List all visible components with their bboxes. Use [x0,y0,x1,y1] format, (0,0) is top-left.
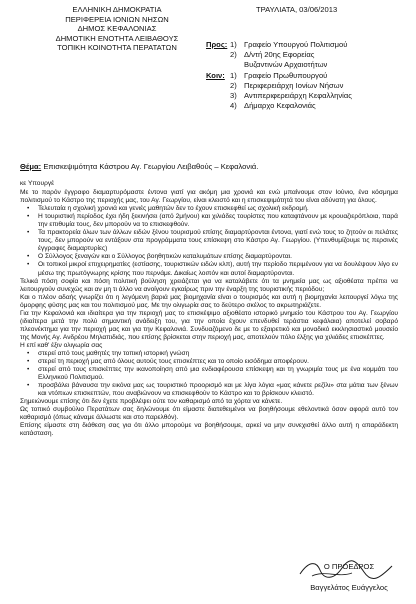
authority-header [22,5,212,53]
list-item: • Ο Σύλλογος ξεναγών και ο Σύλλογος βοηθητικών καταλυμάτων επίσης διαμαρτύρονται. [20,253,398,261]
list-item: • Η τουριστική περίοδος έχει ήδη ξεκινήσει (από 2μήνου) και χιλιάδες τουρίστες που καταφτάνουν με κρουαζιερόπλοια, παρά την επιθυμία τους, δεν μπορούν να το επισκεφθούν. [20,213,398,229]
addressee-text: Δ/ντή 20ης Εφορείας [244,50,315,60]
addressee-number: 1) [230,40,237,49]
place-date: ΤΡΑΥΛΙΑΤΑ, 03/06/2013 [256,5,338,14]
authority-line: ΤΟΠΙΚΗ ΚΟΙΝΟΤΗΤΑ ΠΕΡΑΤΑΤΩΝ [57,43,177,53]
addressee-row [206,71,352,81]
authority-line: ΕΛΛΗΝΙΚΗ ΔΗΜΟΚΡΑΤΙΑ [72,5,162,14]
list-item: • στερεί από τους μαθητές την τοπική ιστορική γνώση [20,350,398,358]
addressee-number: 1) [230,70,237,80]
body-paragraph: Σημειώνουμε επίσης ότι δεν έχετε προβλέψει ούτε τον καθαρισμό από τα χόρτα να κάνετε. [20,398,283,406]
body-paragraph: Η επί καθ' έξιν ολιγωρία σας [20,341,103,349]
authority-line: ΔΗΜΟΣ ΚΕΦΑΛΟΝΙΑΣ [77,24,157,34]
addressee-text: Περιφερειάρχη Ιονίων Νήσων [244,80,344,90]
to-label: Προς: [206,40,228,49]
subject-line [20,162,258,171]
cc-label: Κοιν: [206,70,225,80]
authority-line: ΠΕΡΙΦΕΡΕΙΑ ΙΟΝΙΩΝ ΝΗΣΩΝ [65,14,169,24]
addressee-row [206,91,352,101]
list-item: • Τελευταία η σχολική χρονιά και γενιές μαθητών δεν το έχουν επισκεφθεί ως σχολική εκδρομή. [20,205,398,213]
signature-role: Ο ΠΡΟΕΔΡΟΣ [323,562,375,571]
addressee-number [230,60,244,70]
addressee-text: Γραφείο Πρωθυπουργού [244,70,328,80]
body-paragraph: Ως τοπικό συμβούλιο Περατάτων σας δηλώνουμε ότι είμαστε διατεθειμένοι να βοηθήσουμε εθελοντικά όσον αφορά αυτό τον καθαρισμό (όπως κάναμε άλλωστε και στο παρελθόν). [20,406,398,422]
body-paragraph: Με το παρόν έγγραφο διαμαρτυρόμαστε έντονα γιατί για ακόμη μια χρονιά και ενώ μπαίνουμε στον Ιούνιο, ένα κόσμημα πολιτισμού το Κάστρο της περιοχής μας, του Αγ. Γεωργίου, είναι κλειστό και η επισκεψιμότητά του είναι αδύνατη για όλους. [20,189,398,205]
addressee-number: 4) [230,101,237,111]
body-paragraph: Επίσης είμαστε στη διάθεση σας για ότι άλλο μπορούμε να βοηθήσουμε, αρκεί να μην συνεχισθεί άλλο αυτή η απαράδεκτη κατάσταση. [20,422,398,438]
list-item: • στερεί τη περιοχή μας από όλους αυτούς τους επισκέπτες και το οποίο εισόδημα αποφέρουν. [20,358,398,366]
addressee-text: Δήμαρχο Κεφαλονιάς [244,101,316,111]
addressee-row [206,60,352,70]
addressee-row [206,101,352,111]
body-paragraph: Για την Κεφαλονιά και ιδιαίτερα για την περιοχή μας το επισκέψιμο αξιοθέατο ιστορικό μνημείο του Κάστρου του Αγ. Γεωργίου (ιδιαίτερα μετά την πολύ σημαντική ανάδειξη του, για την οποία έχουν επενδυθεί τεράστια κεφάλαια) αποτελεί σοβαρό πλεονέκτημα για την περιοχή μας και για την Κεφαλονιά. Συνδυαζόμενο δε με το εξαιρετικό και μοναδικό εκκλησιαστικό μουσείο της Μονής Αγ. Ανδρέου Μηλαπιδιάς, που επίσης βρίσκεται στην περιοχή μας, αποτελούν πόλο έλξης για χιλιάδες επισκέπτες. [20,309,398,341]
subject-text: Επισκεψιμότητα Κάστρου Αγ. Γεωργίου Λειβαθούς – Κεφαλονιά. [43,162,259,171]
authority-line: ΔΗΜΟΤΙΚΗ ΕΝΟΤΗΤΑ ΛΕΙΒΑΘΟΥΣ [55,33,179,43]
addressee-row [206,81,352,91]
letter-body [20,180,398,439]
addressee-number: 2) [230,50,237,60]
list-item: • Τα πρακτορεία όλων των άλλων ειδών ξένου τουρισμού επίσης διαμαρτύρονται έντονα, γιατί ενώ τους το ζητούν οι πελάτες τους, δεν μπορούν να εντάξουν στα προγράμματα τους επίσκεψη στο Κάστρο Αγ. Γεωργίου. (Υπενθυμίζουμε τις περσινές έγγραφες διαμαρτυρίες) [20,229,398,253]
list-item: • στερεί από τους επισκέπτες την ικανοποίηση από μια ενδιαφέρουσα επίσκεψη και τη γνωριμία τους με ένα κομμάτι του Ελληνικού Πολιτισμού. [20,366,398,382]
addressee-text: Βυζαντινών Αρχαιοτήτων [244,60,328,70]
consequences-list [20,350,398,398]
signature-block [294,562,404,592]
body-paragraph: Και ο πλέον αδαής γνωρίζει ότι η λεγόμενη βαριά μας βιομηχανία είναι ο τουρισμός και αυτή η βιομηχανία λειτουργεί λόγω της όμορφης φύσης μας και του πολιτισμού μας. Με την ολιγωρία σας το δεύτερο σκέλος το ακρωτηριάζετε. [20,293,398,309]
list-item: • προσβάλει βάναυσα την εικόνα μας ως τουριστικό προορισμό και με λίγα λόγια «μας κάνετε ρεζίλι» στα μάτια των ξένων και ντόπιων επισκεπτών, που αναβιώνουν να επισκεφθούν το Κάστρο και το βρίσκουν κλειστό. [20,382,398,398]
list-item: • Οι τοπικοί μικροί επιχειρηματίες (εστίασης, τουριστικών ειδών κλπ), αυτή την περίοδο περιμένουν για να δουλέψουν λίγο εν μέσω της πρωτόγνωρης κρίσης που περνάμε. Δικαίως λοιπόν και αυτοί διαμαρτύρονται. [20,261,398,277]
body-paragraph: Τελικά πόση σοφία και πόση πολιτική βούληση χρειάζεται για να καταλάβετε ότι τα μνημεία μας ως αξιοθέατα πρέπει να λειτουργούν συνεχώς και αν μη τι άλλο να ανοίγουν εγκαίρως πριν την έναρξη της τουριστικής περιόδου; [20,277,398,293]
addressee-number: 3) [230,91,237,101]
addressee-block [206,40,352,111]
addressee-number: 2) [230,80,237,90]
addressee-row [206,50,352,60]
addressee-row [206,40,352,50]
addressee-text: Γραφείο Υπουργού Πολιτισμού [244,40,348,49]
salutation: κε Υπουργέ [20,180,55,187]
subject-label: Θέμα: [20,162,42,171]
addressee-text: Αντιπεριφερειάρχη Κεφαλληνίας [244,91,352,101]
signature-name: Βαγγελάτος Ευάγγελος [310,583,388,592]
complaints-list [20,205,398,277]
